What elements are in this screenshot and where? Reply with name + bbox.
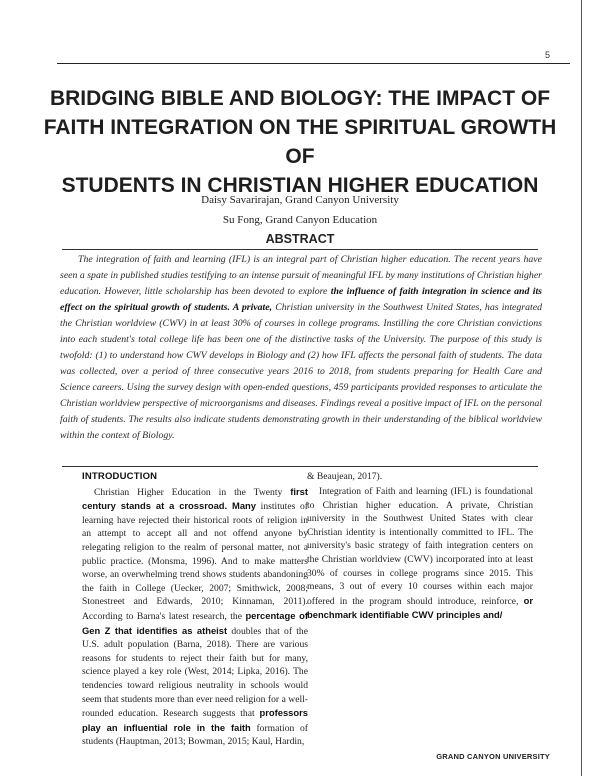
highlight-text: first century stands at a crossroad. Many	[82, 485, 308, 512]
title-line: STUDENTS IN CHRISTIAN HIGHER EDUCATION	[61, 174, 539, 197]
body-text: formation of students (Hauptman, 2013; Bowman, 2015; Kaul, Hardin,	[82, 722, 308, 748]
paper-title	[40, 84, 560, 200]
page-edge-rule	[581, 0, 582, 776]
intro-paragraph-2	[307, 485, 533, 623]
footer-brand: GRAND CANYON UNIVERSITY	[436, 752, 550, 761]
highlight-text: percentage of Gen Z that identifies as atheist	[82, 609, 308, 636]
abstract-emphasis: the influence of faith integration in science and its effect on the spiritual growth of students. A private,	[60, 286, 542, 313]
body-text: institutes of learning have rejected their historical roots of religion in an attempt to accept all and not offend anyone by relegating religion to the realm of personal matter, not a public practice. (Monsma, 1996). And to make matters worse, an overwhelming trend shows students abandoning the faith in College (Uecker, 2007; Smithwick, 2008; Stonestreet and Edwards, 2010; Kinnaman, 2011). According to Barna's latest research, the	[82, 501, 309, 622]
abstract-heading: ABSTRACT	[265, 232, 335, 246]
body-text: Integration of Faith and learning (IFL) is foundational to Christian higher education. A private, Christian university in the Southwest United States with clear Christian identity is intentionally committed to IFL. The university's basic strategy of faith integration centers on the Christian worldview (CWV) incorporated into at least 30% of courses in college programs since 2015. This means, 3 out of every 10 courses within each major offered in the program should introduce, reinforce,	[307, 486, 533, 607]
header-rule	[57, 63, 570, 64]
abstract-top-rule	[62, 249, 538, 250]
column-right	[307, 485, 533, 623]
title-line: BRIDGING BIBLE AND BIOLOGY: THE IMPACT OF	[49, 87, 551, 110]
abstract-body	[60, 252, 542, 444]
abstract-text: The integration of faith and learning (IFL) is an integral part of Christian higher education. The recent years have seen a spate in published studies testifying to an intense pursuit of meaningful IFL by many institutions of Christian higher education. However, little scholarship has been devoted to explore	[60, 254, 542, 297]
column-left	[82, 470, 308, 749]
column-right-continuation	[307, 470, 533, 484]
body-text: & Beaujean, 2017).	[307, 471, 383, 482]
highlight-text: or benchmark identifiable CWV principles and/	[307, 594, 533, 621]
intro-paragraph-1-continued	[307, 470, 533, 484]
intro-paragraph-1	[82, 485, 308, 749]
abstract-bottom-rule	[62, 466, 538, 467]
body-text: Christian Higher Education in the Twenty	[94, 486, 291, 498]
title-line: FAITH INTEGRATION ON THE SPIRITUAL GROWTH OF	[43, 116, 557, 168]
author-line: Daisy Savarirajan, Grand Canyon University	[201, 194, 399, 206]
highlight-text: professors play an influential role in the faith	[82, 707, 308, 733]
abstract-text: Christian university in the Southwest United States, has integrated the Christian worldview (CWV) in at least 30% of courses in college programs. Instilling the core Christian convictions into each student's total college life has been one of the distinctive tasks of the University. The purpose of this study is twofold: (1) to understand how CWV develops in Biology and (2) how IFL affects the personal faith of students. The data was collected, over a period of three consecutive years 2016 to 2018, from students preparing for Health Care and Science careers. Using the survey design with open-ended questions, 459 participants provided responses to articulate the Christian worldview perspective of microorganisms and diseases. Findings reveal a positive impact of IFL on the personal faith of students. The results also indicate students demonstrating growth in their understanding of the biblical worldview within the context of Biology.	[60, 302, 542, 441]
author-list	[0, 190, 600, 230]
body-text: doubles that of the U.S. adult population (Barna, 2018). There are various reasons for students to reject their faith but for many, science played a key role (West, 2014; Lipka, 2016). The tendencies toward religious neutrality in schools would seem that students more than ever need religion for a well-rounded education. Research suggests that	[82, 625, 308, 720]
author-line: Su Fong, Grand Canyon Education	[222, 214, 378, 226]
page-number: 5	[544, 50, 550, 60]
section-heading: INTRODUCTION	[82, 471, 158, 482]
